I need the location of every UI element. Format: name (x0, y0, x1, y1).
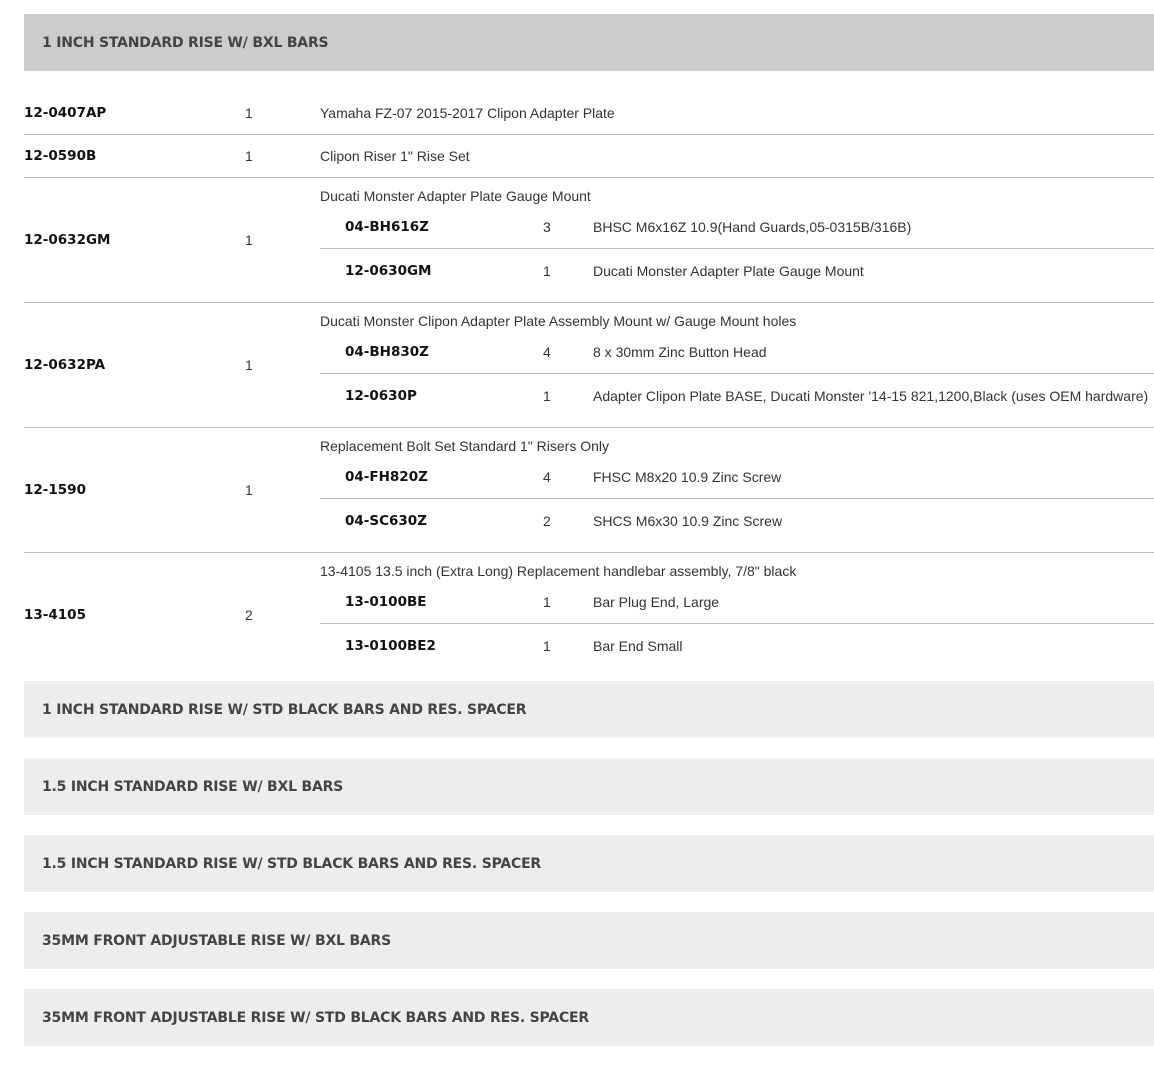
accordion-title: 1.5 INCH STANDARD RISE W/ BXL BARS (42, 778, 344, 795)
sub-part-number: 04-SC630Z (345, 512, 427, 529)
assembly-details (320, 563, 1154, 667)
sub-quantity: 1 (543, 262, 551, 279)
sub-quantity: 4 (543, 343, 551, 360)
sub-quantity: 1 (543, 637, 551, 654)
sub-part-number: 13-0100BE (345, 593, 427, 610)
sub-row (320, 624, 1154, 667)
sub-part-number: 13-0100BE2 (345, 637, 436, 654)
accordion-title: 1 INCH STANDARD RISE W/ STD BLACK BARS AND RES. SPACER (42, 701, 527, 718)
sub-description: 8 x 30mm Zinc Button Head (593, 343, 767, 360)
accordion-header[interactable] (24, 681, 1154, 738)
sub-row (320, 580, 1154, 624)
sub-row (320, 455, 1154, 499)
assembly-details (320, 188, 1154, 292)
sub-quantity: 3 (543, 218, 551, 235)
accordion-header[interactable] (24, 989, 1154, 1046)
assembly-row (24, 428, 1154, 553)
assembly-row (24, 178, 1154, 303)
quantity: 2 (245, 607, 253, 623)
assembly-description: Replacement Bolt Set Standard 1" Risers Only (320, 438, 609, 454)
part-number: 12-0590B (24, 148, 97, 164)
description: Clipon Riser 1" Rise Set (320, 148, 470, 164)
part-number: 12-0407AP (24, 104, 107, 121)
sub-description: FHSC M8x20 10.9 Zinc Screw (593, 468, 782, 485)
sub-description: Ducati Monster Adapter Plate Gauge Mount (593, 262, 864, 279)
quantity: 1 (245, 104, 253, 121)
assembly-description: 13-4105 13.5 inch (Extra Long) Replacement handlebar assembly, 7/8" black (320, 563, 797, 579)
accordion-title: 35MM FRONT ADJUSTABLE RISE W/ BXL BARS (42, 932, 392, 949)
description: Yamaha FZ-07 2015-2017 Clipon Adapter Plate (320, 104, 615, 121)
part-number: 13-4105 (24, 607, 86, 623)
kit-accordion (24, 14, 1154, 1046)
assembly-row (24, 303, 1154, 428)
parts-table (24, 71, 1154, 677)
sub-quantity: 1 (543, 593, 551, 610)
accordion-title: 1 INCH STANDARD RISE W/ BXL BARS (42, 34, 329, 51)
quantity: 1 (245, 357, 253, 373)
sub-row (320, 249, 1154, 292)
sub-row (320, 499, 1154, 542)
accordion-title: 35MM FRONT ADJUSTABLE RISE W/ STD BLACK BARS AND RES. SPACER (42, 1009, 589, 1026)
sub-part-number: 12-0630P (345, 387, 417, 404)
accordion-header[interactable] (24, 912, 1154, 969)
accordion-header[interactable] (24, 835, 1154, 892)
sub-description: Adapter Clipon Plate BASE, Ducati Monster '14-15 821,1200,Black (uses OEM hardware) (593, 387, 1149, 404)
sub-row (320, 330, 1154, 374)
assembly-description: Ducati Monster Clipon Adapter Plate Assembly Mount w/ Gauge Mount holes (320, 313, 797, 329)
accordion-header[interactable] (24, 14, 1154, 71)
quantity: 1 (245, 482, 253, 498)
table-row (24, 91, 1154, 135)
sub-quantity: 2 (543, 512, 551, 529)
accordion-title: 1.5 INCH STANDARD RISE W/ STD BLACK BARS AND RES. SPACER (42, 855, 542, 872)
sub-quantity: 4 (543, 468, 551, 485)
sub-part-number: 12-0630GM (345, 262, 432, 279)
sub-description: BHSC M6x16Z 10.9(Hand Guards,05-0315B/316B) (593, 218, 912, 235)
sub-row (320, 205, 1154, 249)
assembly-details (320, 438, 1154, 542)
sub-part-number: 04-FH820Z (345, 468, 428, 485)
part-number: 12-0632PA (24, 357, 106, 373)
part-number: 12-0632GM (24, 232, 111, 248)
sub-quantity: 1 (543, 387, 551, 404)
quantity: 1 (245, 148, 253, 164)
table-row (24, 135, 1154, 178)
assembly-details (320, 313, 1154, 417)
sub-part-number: 04-BH830Z (345, 343, 429, 360)
accordion-header[interactable] (24, 758, 1154, 815)
sub-description: SHCS M6x30 10.9 Zinc Screw (593, 512, 783, 529)
part-number: 12-1590 (24, 482, 86, 498)
sub-description: Bar Plug End, Large (593, 593, 720, 610)
sub-description: Bar End Small (593, 637, 683, 654)
sub-row (320, 374, 1154, 417)
assembly-row (24, 553, 1154, 677)
sub-part-number: 04-BH616Z (345, 218, 429, 235)
quantity: 1 (245, 232, 253, 248)
assembly-description: Ducati Monster Adapter Plate Gauge Mount (320, 188, 591, 204)
